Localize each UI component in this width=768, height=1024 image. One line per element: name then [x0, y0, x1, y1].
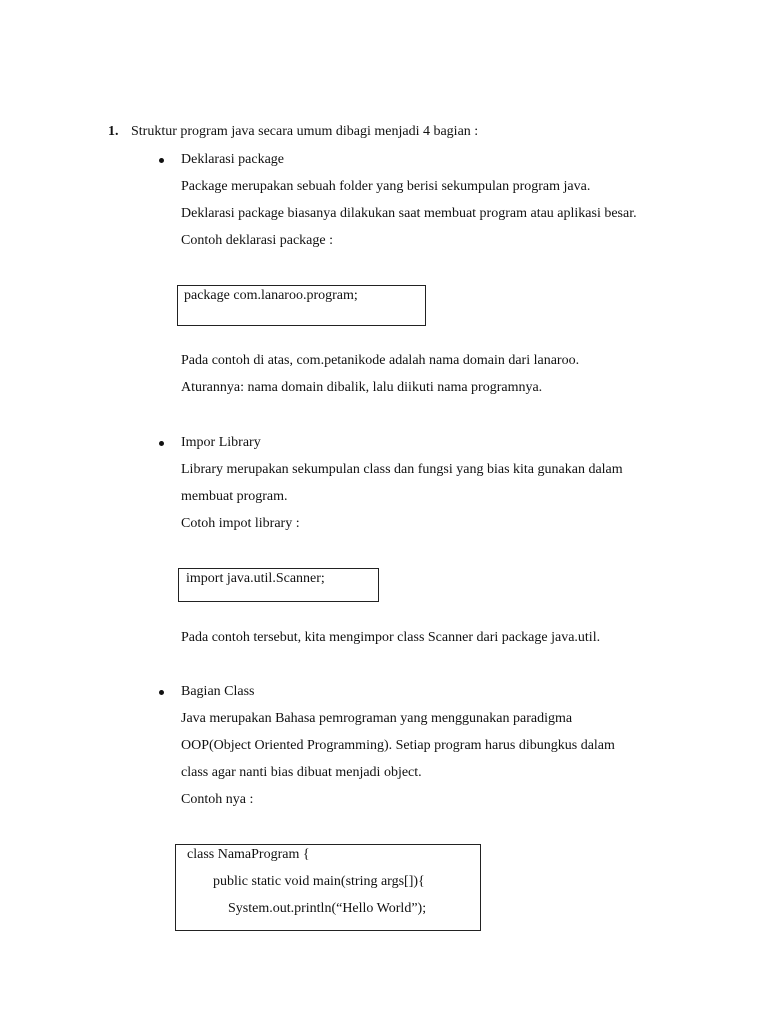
paragraph-line: Pada contoh tersebut, kita mengimpor class Scanner dari package java.util.: [181, 630, 601, 645]
paragraph-line: Library merupakan sekumpulan class dan fungsi yang bias kita gunakan dalam: [181, 462, 623, 477]
bullet-icon: [159, 690, 164, 695]
paragraph-line: Contoh deklarasi package :: [181, 233, 334, 248]
paragraph-line: OOP(Object Oriented Programming). Setiap program harus dibungkus dalam: [181, 738, 615, 753]
paragraph-line: Aturannya: nama domain dibalik, lalu diikuti nama programnya.: [181, 380, 543, 395]
code-line: System.out.println(“Hello World”);: [228, 901, 427, 916]
paragraph-line: Pada contoh di atas, com.petanikode adalah nama domain dari lanaroo.: [181, 353, 580, 368]
paragraph-line: Deklarasi package biasanya dilakukan saat membuat program atau aplikasi besar.: [181, 206, 637, 221]
code-box-import: [178, 568, 379, 602]
list-number: 1.: [108, 124, 119, 139]
paragraph-line: membuat program.: [181, 489, 288, 504]
bullet-icon: [159, 441, 164, 446]
code-box-package: [177, 285, 426, 326]
code-line: package com.lanaroo.program;: [184, 288, 358, 303]
code-box-class: [175, 844, 481, 931]
paragraph-line: class agar nanti bias dibuat menjadi object.: [181, 765, 422, 780]
list-intro: Struktur program java secara umum dibagi menjadi 4 bagian :: [131, 124, 479, 139]
paragraph-line: Cotoh impot library :: [181, 516, 300, 531]
code-line: public static void main(string args[]){: [213, 874, 425, 889]
bullet-icon: [159, 158, 164, 163]
paragraph-line: Java merupakan Bahasa pemrograman yang menggunakan paradigma: [181, 711, 573, 726]
code-line: import java.util.Scanner;: [186, 571, 325, 586]
paragraph-line: Package merupakan sebuah folder yang berisi sekumpulan program java.: [181, 179, 591, 194]
paragraph-line: Contoh nya :: [181, 792, 254, 807]
section-title-library: Impor Library: [181, 435, 261, 450]
code-line: class NamaProgram {: [187, 847, 310, 862]
section-title-package: Deklarasi package: [181, 152, 284, 167]
section-title-class: Bagian Class: [181, 684, 255, 699]
